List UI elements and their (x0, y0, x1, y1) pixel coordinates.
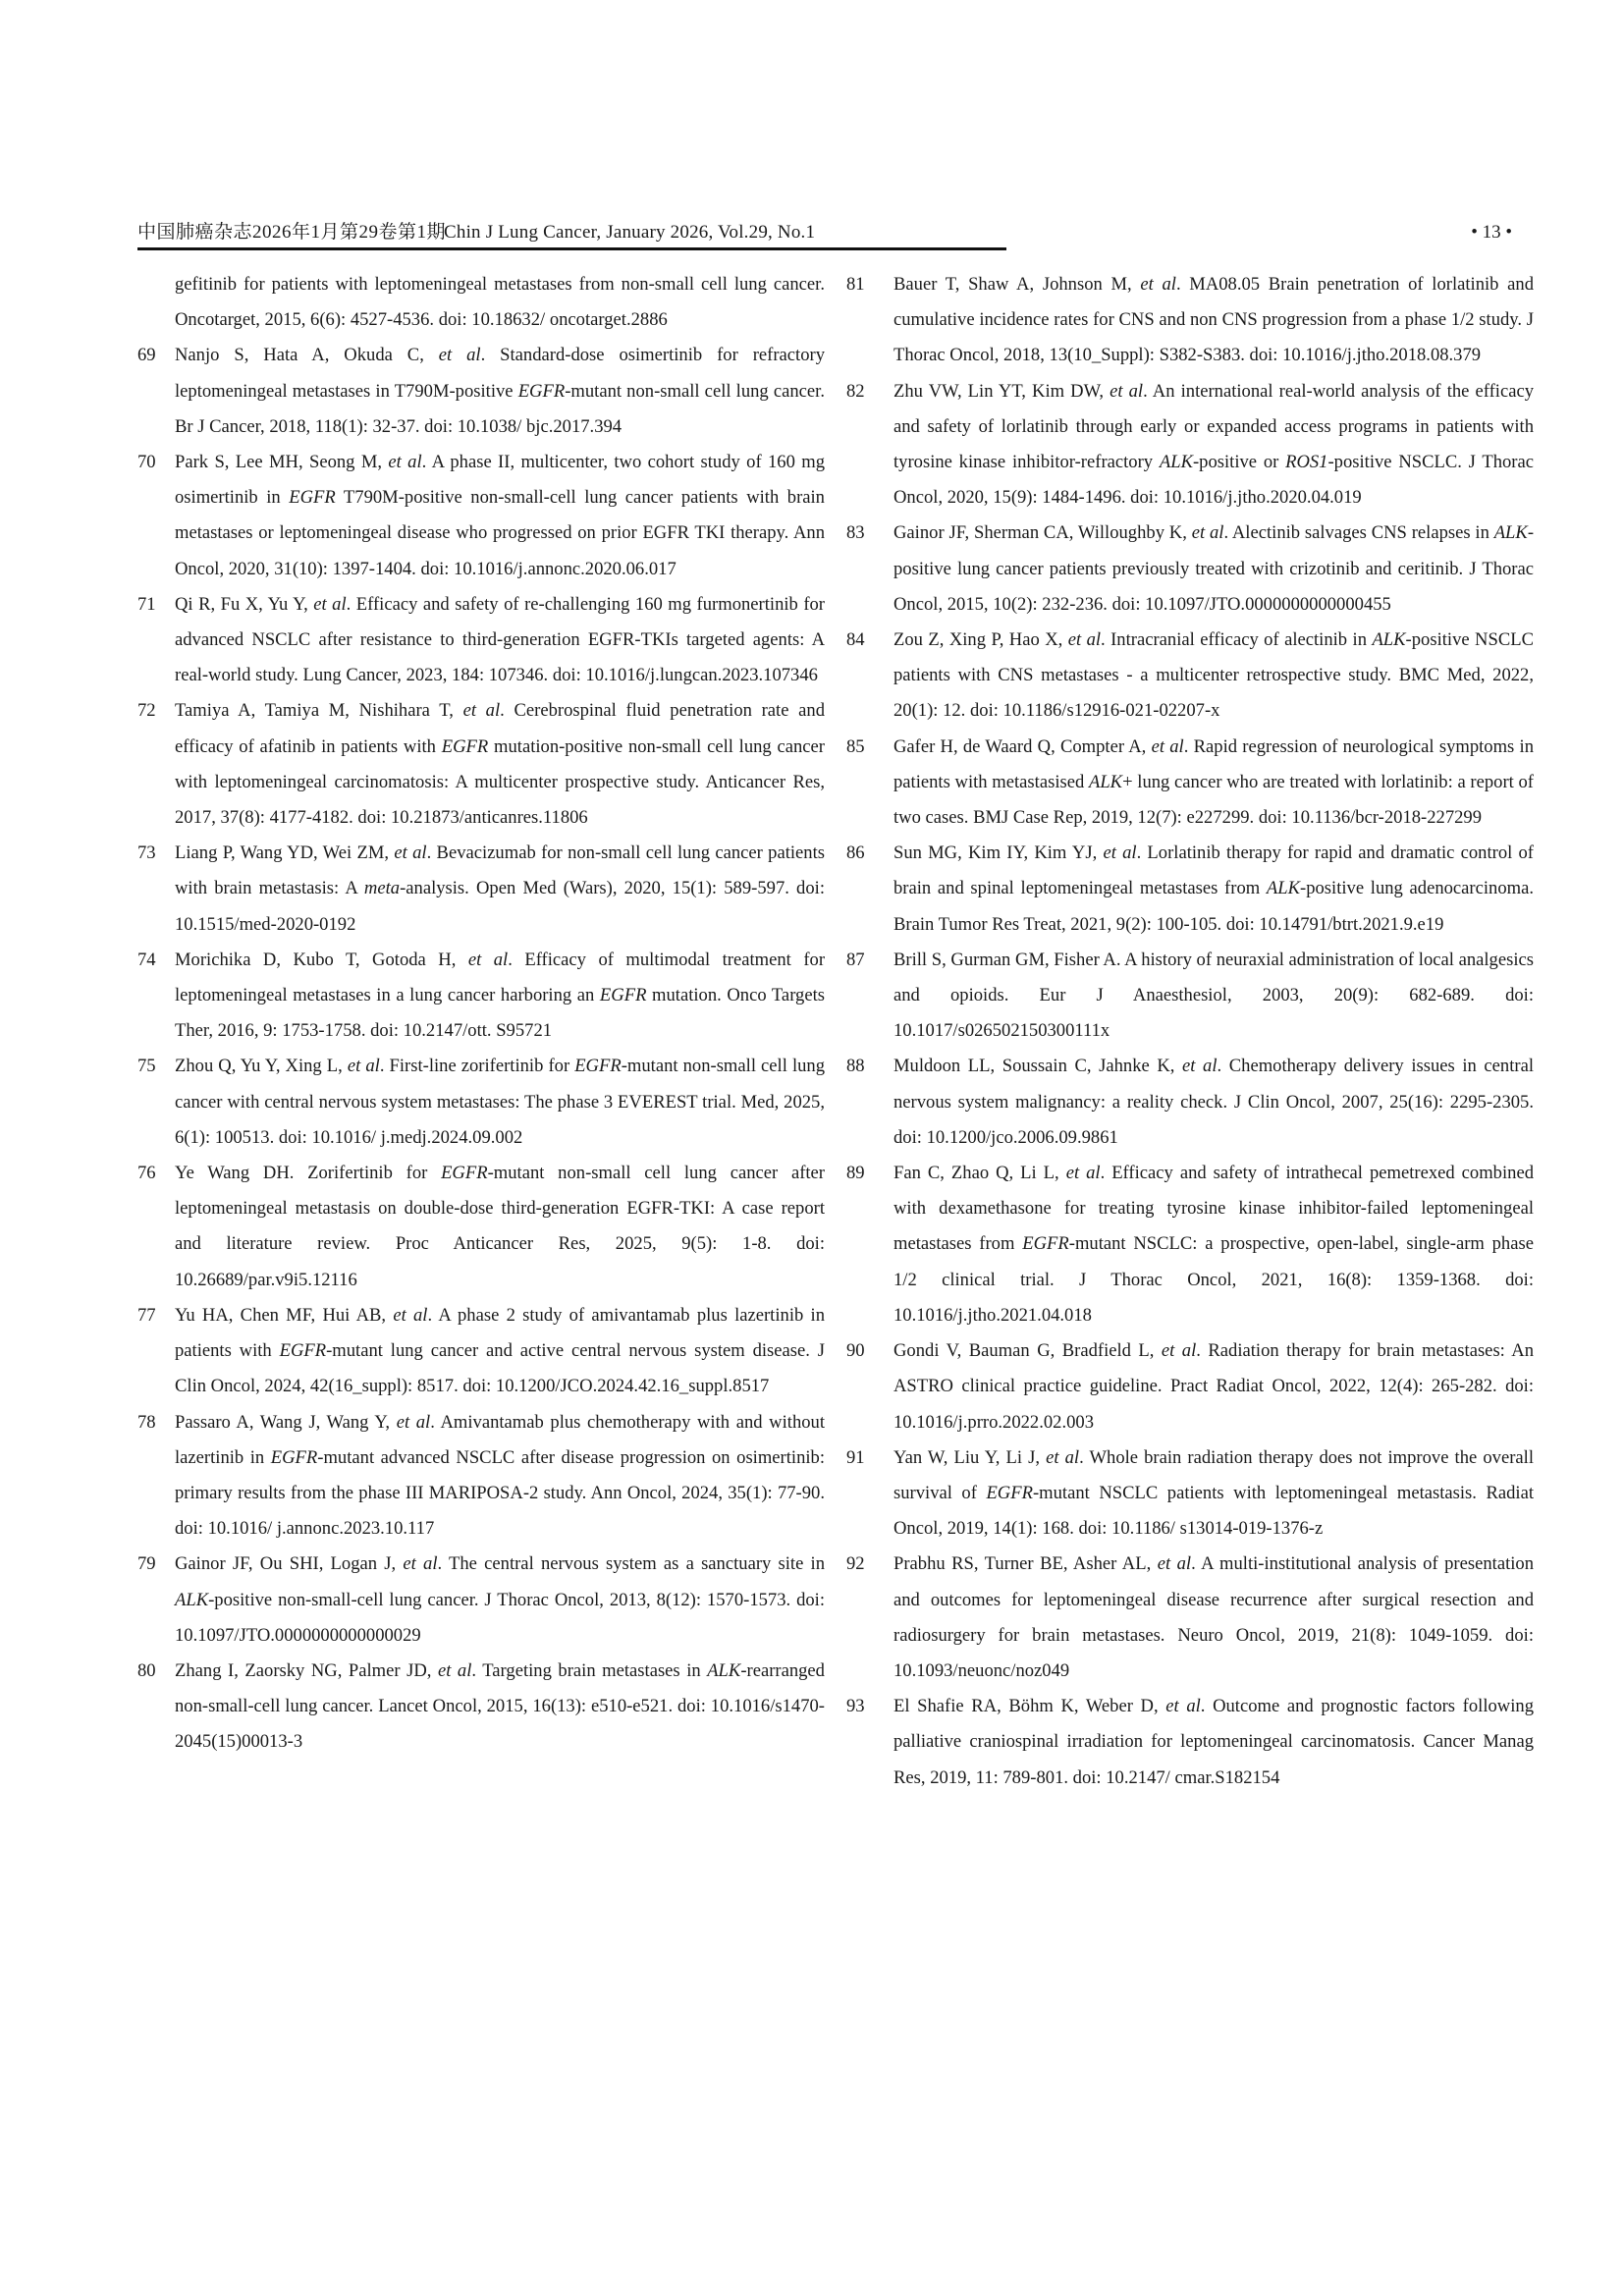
italic-text: ALK (707, 1659, 741, 1681)
text-run: -mutant lung cancer and active central nervous system disease. J Clin Oncol, 2024, 42(16_suppl): 8517. doi: 10.1200/JCO.2024.42.16_suppl.8517 (175, 1340, 826, 1397)
italic-text: ALK (175, 1589, 209, 1610)
text-run: Fan C, Zhao Q, Li L, (893, 1163, 1066, 1184)
italic-text: et al (1161, 1340, 1197, 1362)
text-run: -mutant NSCLC: a prospective, open-label, single-arm phase 1/2 clinical trial. J Thorac Oncol, 2021, 16(8): 1359-1368. doi: 10.1016/j.jtho.2021.04.018 (893, 1233, 1534, 1326)
text-run: -mutant NSCLC patients with leptomeningeal metastasis. Radiat Oncol, 2019, 14(1): 168. doi: 10.1186/ s13014-019-1376-z (893, 1482, 1534, 1540)
text-run: -mutant non-small cell lung cancer after leptomeningeal metastasis on double-dose third-generation EGFR-TKI: A case report and literature review. Proc Anticancer Res, 2025, 9(5): 1-8. doi: 10.26689/par.v9i5.12116 (175, 1163, 825, 1290)
italic-text: et al (1191, 522, 1224, 544)
reference-item (846, 1156, 1534, 1333)
text-run: . Standard-dose osimertinib for refractory leptomeningeal metastases in T790M-positive (175, 345, 825, 402)
italic-text: et al (1182, 1056, 1218, 1077)
reference-item (846, 836, 1534, 943)
reference-item (137, 1049, 825, 1156)
text-run: . An international real-world analysis of the efficacy and safety of lorlatinib through early or expanded access programs in patients with tyrosine kinase inhibitor-refractory (893, 380, 1535, 473)
reference-number: 91 (846, 1446, 865, 1468)
reference-item (137, 1298, 825, 1405)
text-run: Yan W, Liu Y, Li J, (893, 1446, 1047, 1468)
text-run: . Lorlatinib therapy for rapid and dramatic control of brain and spinal leptomeningeal metastases from (893, 842, 1534, 899)
text-run: + lung cancer who are treated with lorlatinib: a report of two cases. BMJ Case Rep, 2019, 12(7): e227299. doi: 10.1136/bcr-2018-227299 (893, 771, 1534, 829)
reference-number: 83 (846, 522, 865, 544)
italic-text: et al (388, 452, 422, 473)
references-right-column (846, 267, 1534, 1796)
italic-text: et al (396, 1411, 431, 1433)
reference-item (137, 445, 825, 587)
text-run: -positive NSCLC. J Thorac Oncol, 2020, 15(9): 1484-1496. doi: 10.1016/j.jtho.2020.04.019 (893, 452, 1534, 509)
italic-text: EGFR (599, 985, 647, 1006)
italic-text: et al (1157, 1553, 1192, 1575)
text-run: Zhu VW, Lin YT, Kim DW, (893, 380, 1110, 402)
reference-text (175, 1156, 825, 1298)
italic-text: EGFR (986, 1482, 1033, 1503)
reference-item (137, 1405, 825, 1548)
reference-text (175, 1405, 825, 1548)
text-run: -analysis. Open Med (Wars), 2020, 15(1): 589-597. doi: 10.1515/med-2020-0192 (175, 878, 825, 935)
text-run: -positive lung adenocarcinoma. Brain Tumor Res Treat, 2021, 9(2): 100-105. doi: 10.14791/btrt.2021.9.e19 (893, 878, 1534, 935)
italic-text: et al (393, 1304, 428, 1326)
text-run: Passaro A, Wang J, Wang Y, (175, 1411, 397, 1433)
italic-text: et al (437, 1659, 472, 1681)
reference-text (175, 1049, 825, 1156)
reference-number: 74 (137, 949, 156, 970)
reference-number: 86 (846, 842, 865, 864)
text-run: -mutant advanced NSCLC after disease progression on osimertinib: primary results from the phase III MARIPOSA-2 study. Ann Oncol, 2024, 35(1): 77-90. doi: 10.1016/ j.annonc.2023.10.117 (175, 1446, 826, 1540)
italic-text: et al (1046, 1446, 1080, 1468)
reference-text (175, 445, 825, 587)
text-run: . Whole brain radiation therapy does not improve the overall survival of (893, 1446, 1534, 1503)
italic-text: EGFR (1022, 1233, 1069, 1255)
text-run: Nanjo S, Hata A, Okuda C, (175, 345, 439, 366)
text-run: Gainor JF, Sherman CA, Willoughby K, (893, 522, 1192, 544)
journal-title-chinese: 中国肺癌杂志2026年1月第29卷第1期 (137, 222, 447, 243)
text-run: mutation-positive non-small cell lung cancer with leptomeningeal carcinomatosis: A multicenter prospective study. Anticancer Res, 2017, 37(8): 4177-4182. doi: 10.21873/anticanres.11806 (175, 735, 825, 829)
text-run: . Intracranial efficacy of alectinib in (1101, 629, 1373, 651)
text-run: Brill S, Gurman GM, Fisher A. A history of neuraxial administration of local analgesics and opioids. Eur J Anaesthesiol, 2003, 20(9): 682-689. doi: 10.1017/s026502150300111x (893, 949, 1534, 1042)
reference-number: 84 (846, 629, 865, 651)
reference-number: 75 (137, 1056, 156, 1077)
reference-item (137, 1654, 825, 1761)
reference-item (137, 587, 825, 694)
reference-item (137, 693, 825, 836)
text-run: -positive non-small-cell lung cancer. J Thorac Oncol, 2013, 8(12): 1570-1573. doi: 10.1097/JTO.0000000000000029 (175, 1589, 825, 1646)
reference-text (893, 1440, 1534, 1548)
italic-text: EGFR (574, 1056, 622, 1077)
italic-text: EGFR (279, 1340, 327, 1362)
text-run: . Outcome and prognostic factors following palliative craniospinal irradiation for leptomeningeal carcinomatosis. Cancer Manag Res, 2019, 11: 789-801. doi: 10.2147/ cmar.S182154 (893, 1696, 1534, 1788)
reference-item (846, 943, 1534, 1050)
italic-text: et al (1151, 735, 1184, 757)
italic-text: et al (394, 842, 427, 864)
italic-text: ALK (1088, 771, 1123, 792)
text-run: Tamiya A, Tamiya M, Nishihara T, (175, 700, 463, 722)
text-run: . Efficacy and safety of re-challenging 160 mg furmonertinib for advanced NSCLC after resistance to third-generation EGFR-TKIs targeted agents: A real-world study. Lung Cancer, 2023, 184: 107346. doi: 10.1016/j.lungcan.2023.107346 (175, 593, 825, 686)
reference-number: 76 (137, 1163, 156, 1184)
italic-text: meta (363, 878, 401, 899)
journal-title-english: Chin J Lung Cancer, January 2026, Vol.29, No.1 (444, 222, 816, 243)
reference-number: 88 (846, 1056, 865, 1077)
reference-item (137, 836, 825, 943)
text-run: Yu HA, Chen MF, Hui AB, (175, 1304, 394, 1326)
text-run: . Targeting brain metastases in (471, 1659, 708, 1681)
italic-text: EGFR (289, 487, 336, 509)
reference-item (846, 1440, 1534, 1548)
reference-number: 81 (846, 274, 865, 295)
running-header (137, 220, 1522, 249)
text-run: . Efficacy of multimodal treatment for leptomeningeal metastases in a lung cancer harboring an (175, 949, 826, 1006)
text-run: . Amivantamab plus chemotherapy with and without lazertinib in (175, 1411, 825, 1468)
text-run: Morichika D, Kubo T, Gotoda H, (175, 949, 468, 970)
italic-text: ROS1 (1285, 452, 1328, 473)
text-run: -mutant non-small cell lung cancer with central nervous system metastases: The phase 3 EVEREST trial. Med, 2025, 6(1): 100513. doi: 10.1016/ j.medj.2024.09.002 (175, 1056, 825, 1148)
text-run: . A phase II, multicenter, two cohort study of 160 mg osimertinib in (175, 452, 826, 509)
text-run: Qi R, Fu X, Yu Y, (175, 593, 314, 615)
reference-number: 72 (137, 700, 156, 722)
italic-text: et al (1065, 1163, 1101, 1184)
italic-text: EGFR (270, 1446, 318, 1468)
reference-text (175, 267, 825, 338)
text-run: Sun MG, Kim IY, Kim YJ, (893, 842, 1104, 864)
reference-text (175, 338, 825, 445)
text-run: -positive lung cancer patients previously treated with crizotinib and ceritinib. J Thorac Oncol, 2015, 10(2): 232-236. doi: 10.1097/JTO.0000000000000455 (893, 522, 1535, 615)
italic-text: et al (1140, 274, 1176, 295)
italic-text: et al (1067, 629, 1102, 651)
reference-number: 87 (846, 949, 865, 970)
reference-text (175, 943, 825, 1050)
reference-text (893, 836, 1534, 943)
text-run: Zhou Q, Yu Y, Xing L, (175, 1056, 348, 1077)
reference-item (846, 623, 1534, 730)
italic-text: EGFR (517, 380, 566, 402)
reference-text (175, 693, 825, 836)
reference-number: 92 (846, 1553, 865, 1575)
text-run: . Rapid regression of neurological symptoms in patients with metastasised (893, 735, 1535, 792)
reference-number: 80 (137, 1659, 156, 1681)
text-run: Park S, Lee MH, Seong M, (175, 452, 389, 473)
text-run: -positive NSCLC patients with CNS metastases - a multicenter retrospective study. BMC Med, 2022, 20(1): 12. doi: 10.1186/s12916-021-02207-x (893, 629, 1534, 722)
reference-item (846, 1049, 1534, 1156)
text-run: . First-line zorifertinib for (379, 1056, 575, 1077)
text-run: . Alectinib salvages CNS relapses in (1223, 522, 1494, 544)
italic-text: et al (1165, 1696, 1201, 1717)
text-run: Bauer T, Shaw A, Johnson M, (893, 274, 1141, 295)
reference-text (175, 1547, 825, 1654)
reference-text (175, 1654, 825, 1761)
text-run: Zhang I, Zaorsky NG, Palmer JD, (175, 1659, 438, 1681)
text-run: . Efficacy and safety of intrathecal pemetrexed combined with dexamethasone for treating tyrosine kinase inhibitor-failed leptomeningeal metastases from (893, 1163, 1534, 1255)
italic-text: et al (403, 1553, 438, 1575)
italic-text: et al (1103, 842, 1137, 864)
reference-text (893, 1333, 1534, 1440)
reference-item (846, 1689, 1534, 1796)
reference-item (846, 267, 1534, 374)
text-run: Zou Z, Xing P, Hao X, (893, 629, 1068, 651)
text-run: Gafer H, de Waard Q, Compter A, (893, 735, 1152, 757)
reference-number: 69 (137, 345, 156, 366)
reference-item (137, 943, 825, 1050)
italic-text: ALK (1493, 522, 1528, 544)
text-run: mutation. Onco Targets Ther, 2016, 9: 1753-1758. doi: 10.2147/ott. S95721 (175, 985, 825, 1042)
text-run: Prabhu RS, Turner BE, Asher AL, (893, 1553, 1158, 1575)
reference-number: 77 (137, 1304, 156, 1326)
text-run: Muldoon LL, Soussain C, Jahnke K, (893, 1056, 1183, 1077)
text-run: Liang P, Wang YD, Wei ZM, (175, 842, 395, 864)
reference-text (893, 516, 1534, 623)
italic-text: ALK (1266, 878, 1301, 899)
italic-text: ALK (1372, 629, 1406, 651)
italic-text: et al (347, 1056, 380, 1077)
reference-text (893, 730, 1534, 837)
italic-text: et al (1110, 380, 1144, 402)
reference-item (846, 516, 1534, 623)
reference-number: 73 (137, 842, 156, 864)
text-run: . A multi-institutional analysis of presentation and outcomes for leptomeningeal disease recurrence after surgical resection and radiosurgery for brain metastases. Neuro Oncol, 2019, 21(8): 1049-1059. doi: 10.1093/neuonc/noz049 (893, 1553, 1534, 1681)
text-run: -rearranged non-small-cell lung cancer. Lancet Oncol, 2015, 16(13): e510-e521. doi: 10.1016/s1470-2045(15)00013-3 (175, 1659, 825, 1753)
reference-number: 78 (137, 1411, 156, 1433)
text-run: . A phase 2 study of amivantamab plus lazertinib in patients with (175, 1304, 825, 1362)
reference-number: 85 (846, 735, 865, 757)
reference-text (893, 1689, 1534, 1796)
reference-text (175, 587, 825, 694)
reference-text (893, 943, 1534, 1050)
text-run: Gainor JF, Ou SHI, Logan J, (175, 1553, 404, 1575)
reference-text (175, 836, 825, 943)
italic-text: et al (313, 593, 347, 615)
reference-item (137, 1547, 825, 1654)
text-run: Gondi V, Bauman G, Bradfield L, (893, 1340, 1162, 1362)
reference-number: 82 (846, 380, 865, 402)
reference-item (137, 338, 825, 445)
reference-item (846, 374, 1534, 516)
italic-text: EGFR (441, 735, 489, 757)
reference-text (893, 374, 1534, 516)
text-run: -positive or (1192, 452, 1286, 473)
text-run: . Chemotherapy delivery issues in central nervous system malignancy: a reality check. J Clin Oncol, 2007, 25(16): 2295-2305. doi: 10.1200/jco.2006.09.9861 (893, 1056, 1534, 1148)
reference-text (893, 1049, 1534, 1156)
reference-item (846, 1333, 1534, 1440)
reference-continuation (137, 267, 825, 338)
italic-text: et al (462, 700, 501, 722)
italic-text: ALK (1159, 452, 1193, 473)
header-rule (137, 247, 1006, 250)
italic-text: et al (467, 949, 509, 970)
reference-number: 93 (846, 1696, 865, 1717)
text-run: . The central nervous system as a sanctuary site in (437, 1553, 826, 1575)
reference-number: 71 (137, 593, 156, 615)
text-run: Ye Wang DH. Zorifertinib for (175, 1163, 442, 1184)
reference-item (846, 730, 1534, 837)
reference-text (893, 623, 1534, 730)
reference-text (893, 1547, 1534, 1689)
reference-text (893, 267, 1534, 374)
text-run: . MA08.05 Brain penetration of lorlatinib and cumulative incidence rates for CNS and non CNS progression from a phase 1/2 study. J Thorac Oncol, 2018, 13(10_Suppl): S382-S383. doi: 10.1016/j.jtho.2018.08.379 (893, 274, 1534, 366)
italic-text: et al (438, 345, 481, 366)
italic-text: EGFR (441, 1163, 488, 1184)
references-left-column (137, 267, 825, 1761)
text-run: . Bevacizumab for non-small cell lung cancer patients with brain metastasis: A (175, 842, 825, 899)
text-run: . Radiation therapy for brain metastases: An ASTRO clinical practice guideline. Pract Radiat Oncol, 2022, 12(4): 265-282. doi: 10.1016/j.prro.2022.02.003 (893, 1340, 1535, 1433)
text-run: -mutant non-small cell lung cancer. Br J Cancer, 2018, 118(1): 32-37. doi: 10.1038/ bjc.2017.394 (175, 380, 825, 437)
reference-number: 79 (137, 1553, 156, 1575)
text-run: . Cerebrospinal fluid penetration rate and efficacy of afatinib in patients with (175, 700, 826, 757)
reference-text (893, 1156, 1534, 1333)
reference-number: 89 (846, 1163, 865, 1184)
text-run: T790M-positive non-small-cell lung cancer patients with brain metastases or leptomeningeal disease who progressed on prior EGFR TKI therapy. Ann Oncol, 2020, 31(10): 1397-1404. doi: 10.1016/j.annonc.2020.06.017 (175, 487, 825, 579)
reference-number: 90 (846, 1340, 865, 1362)
reference-number: 70 (137, 452, 156, 473)
reference-text (175, 1298, 825, 1405)
text-run: El Shafie RA, Böhm K, Weber D, (893, 1696, 1166, 1717)
reference-item (137, 1156, 825, 1298)
text-run: gefitinib for patients with leptomeningeal metastases from non-small cell lung cancer. Oncotarget, 2015, 6(6): 4527-4536. doi: 10.18632/ oncotarget.2886 (175, 274, 825, 331)
page-number: • 13 • (1471, 222, 1512, 243)
reference-item (846, 1547, 1534, 1689)
